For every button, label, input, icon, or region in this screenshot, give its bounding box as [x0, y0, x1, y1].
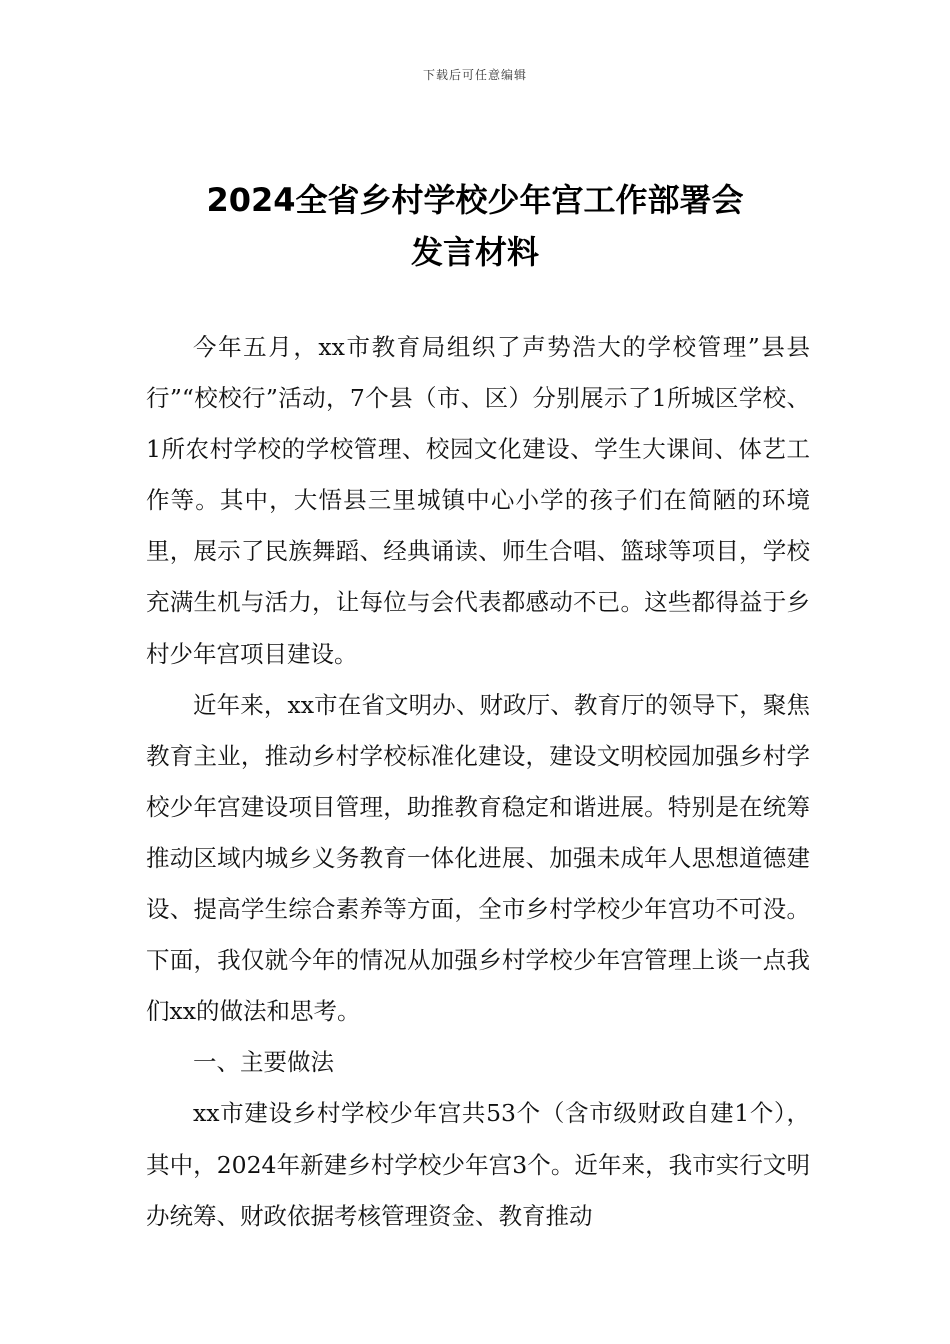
section-heading: 一、主要做法: [193, 1048, 334, 1077]
document-body: [146, 322, 810, 1242]
header-note: 下载后可任意编辑: [422, 68, 527, 82]
paragraph-1: 今年五月，xx市教育局组织了声势浩大的学校管理”县县行”“校校行”活动，7个县（市、区）分别展示了1所城区学校、1所农村学校的学校管理、校园文化建设、学生大课间、体艺工作等。其中，大悟县三里城镇中心小学的孩子们在简陋的环境里，展示了民族舞蹈、经典诵读、师生合唱、篮球等项目，学校充满生机与活力，让每位与会代表都感动不已。这些都得益于乡村少年宫项目建设。: [146, 333, 810, 668]
document-title: [0, 174, 950, 278]
title-line-2: 发言材料: [410, 233, 539, 271]
title-line-1: 2024全省乡村学校少年宫工作部署会: [206, 181, 744, 219]
paragraph-2: 近年来，xx市在省文明办、财政厅、教育厅的领导下，聚焦教育主业，推动乡村学校标准化建设，建设文明校园加强乡村学校少年宫建设项目管理，助推教育稳定和谐进展。特别是在统筹推动区域内城乡义务教育一体化进展、加强未成年人思想道德建设、提高学生综合素养等方面，全市乡村学校少年宫功不可没。下面，我仅就今年的情况从加强乡村学校少年宫管理上谈一点我们xx的做法和思考。: [146, 690, 810, 1026]
paragraph-3: xx市建设乡村学校少年宫共53个（含市级财政自建1个），其中，2024年新建乡村学校少年宫3个。近年来，我市实行文明办统筹、财政依据考核管理资金、教育推动: [146, 1099, 810, 1230]
